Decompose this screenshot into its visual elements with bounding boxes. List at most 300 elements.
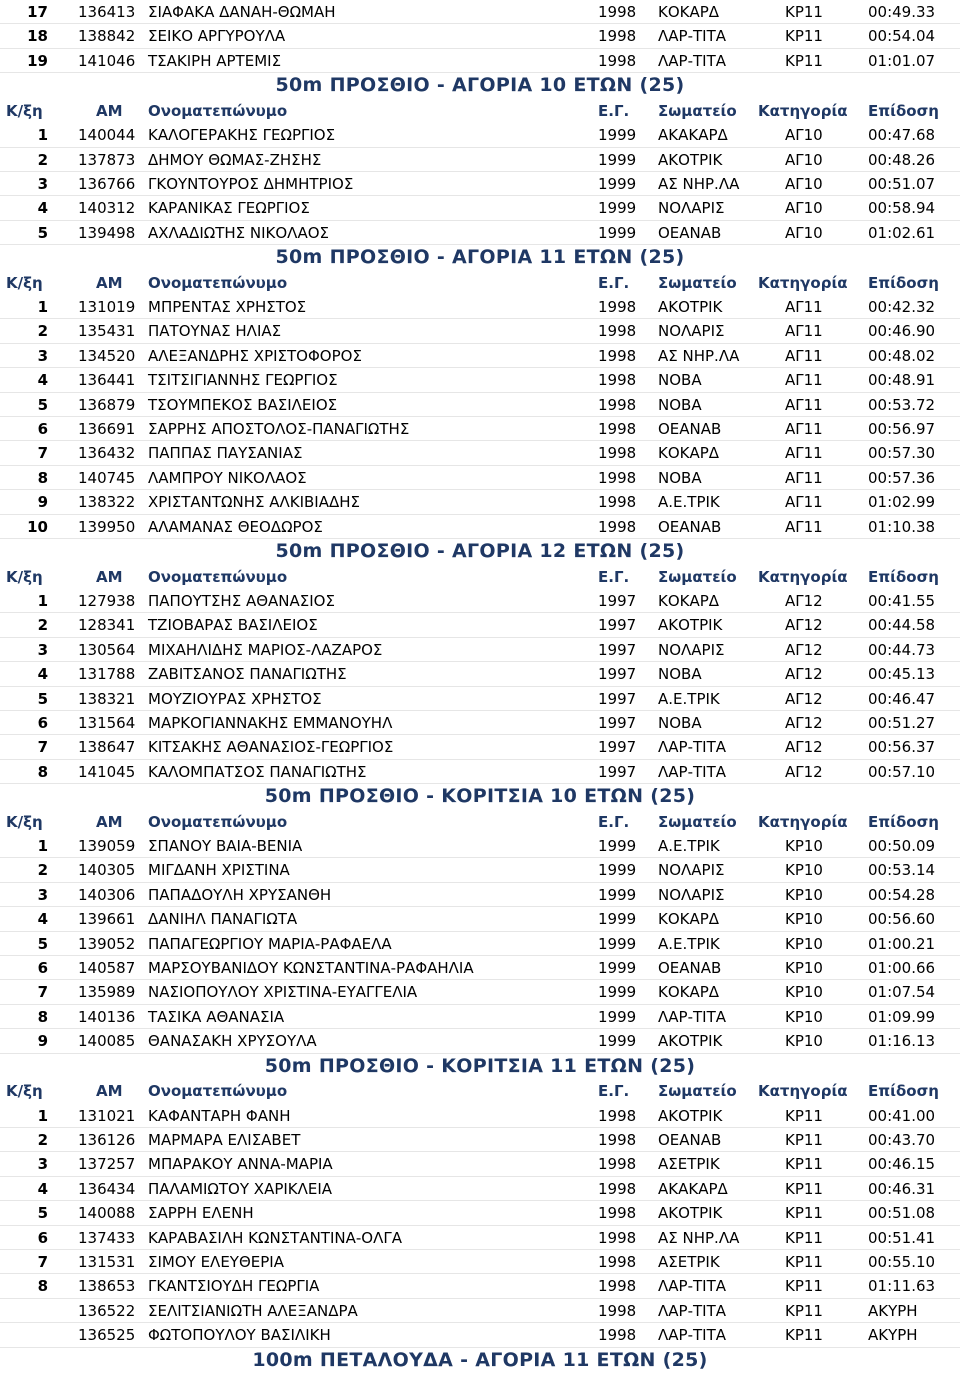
table-header-row [0, 565, 960, 589]
club-cell: ΛΑΡ-ΤΙΤΑ [658, 735, 726, 759]
result-row [0, 956, 960, 980]
rank-cell: 3 [0, 638, 48, 662]
athlete-name-cell: ΦΩΤΟΠΟΥΛΟΥ ΒΑΣΙΛΙΚΗ [148, 1323, 331, 1347]
result-row [0, 466, 960, 490]
category-cell: ΚΡ11 [785, 1299, 823, 1323]
rank-cell: 10 [0, 515, 48, 539]
performance-cell: 00:44.58 [868, 613, 935, 637]
header-am: ΑΜ [96, 1079, 123, 1103]
category-cell: ΚΡ10 [785, 1029, 823, 1053]
am-cell: 135431 [78, 319, 135, 343]
birth-year-cell: 1998 [598, 490, 636, 514]
category-cell: ΑΓ11 [785, 393, 823, 417]
birth-year-cell: 1997 [598, 687, 636, 711]
club-cell: ΑΚΟΤΡΙΚ [658, 295, 722, 319]
rank-cell: 1 [0, 295, 48, 319]
rank-cell: 2 [0, 858, 48, 882]
am-cell: 139052 [78, 932, 135, 956]
result-row [0, 1323, 960, 1347]
category-cell: ΑΓ12 [785, 687, 823, 711]
athlete-name-cell: ΠΑΤΟΥΝΑΣ ΗΛΙΑΣ [148, 319, 281, 343]
result-row [0, 148, 960, 172]
header-club: Σωματείο [658, 1079, 737, 1103]
club-cell: ΟΕΑΝΑΒ [658, 956, 721, 980]
performance-cell: 01:07.54 [868, 980, 935, 1004]
performance-cell: 00:42.32 [868, 295, 935, 319]
category-cell: ΚΡ10 [785, 932, 823, 956]
club-cell: ΚΟΚΑΡΔ [658, 907, 719, 931]
club-cell: ΝΟΒΑ [658, 662, 702, 686]
performance-cell: 01:11.63 [868, 1274, 935, 1298]
birth-year-cell: 1998 [598, 319, 636, 343]
rank-cell: 17 [0, 0, 48, 24]
rank-cell: 4 [0, 196, 48, 220]
header-am: ΑΜ [96, 99, 123, 123]
table-header-row [0, 810, 960, 834]
am-cell: 131564 [78, 711, 135, 735]
club-cell: ΑΣ ΝΗΡ.ΛΑ [658, 172, 739, 196]
category-cell: ΑΓ11 [785, 515, 823, 539]
rank-cell: 3 [0, 172, 48, 196]
category-cell: ΑΓ10 [785, 148, 823, 172]
rank-cell: 5 [0, 932, 48, 956]
performance-cell: 01:00.21 [868, 932, 935, 956]
performance-cell: 00:45.13 [868, 662, 935, 686]
birth-year-cell: 1997 [598, 589, 636, 613]
category-cell: ΚΡ11 [785, 1128, 823, 1152]
performance-cell: 00:46.31 [868, 1177, 935, 1201]
event-title [0, 1054, 960, 1080]
category-cell: ΑΓ12 [785, 760, 823, 784]
am-cell: 136691 [78, 417, 135, 441]
athlete-name-cell: ΑΛΕΞΑΝΔΡΗΣ ΧΡΙΣΤΟΦΟΡΟΣ [148, 344, 362, 368]
am-cell: 136879 [78, 393, 135, 417]
birth-year-cell: 1999 [598, 1005, 636, 1029]
performance-cell: 01:10.38 [868, 515, 935, 539]
result-row [0, 735, 960, 759]
result-row [0, 589, 960, 613]
performance-cell: 00:41.55 [868, 589, 935, 613]
athlete-name-cell: ΠΑΠΑΓΕΩΡΓΙΟΥ ΜΑΡΙΑ-ΡΑΦΑΕΛΑ [148, 932, 392, 956]
category-cell: ΚΡ10 [785, 980, 823, 1004]
am-cell: 140305 [78, 858, 135, 882]
am-cell: 136432 [78, 441, 135, 465]
header-performance: Επίδοση [868, 810, 939, 834]
club-cell: ΑΚΟΤΡΙΚ [658, 1029, 722, 1053]
rank-cell: 4 [0, 1177, 48, 1201]
header-rank: Κ/ξη [6, 810, 43, 834]
club-cell: ΝΟΒΑ [658, 466, 702, 490]
header-rank: Κ/ξη [6, 99, 43, 123]
am-cell: 140136 [78, 1005, 135, 1029]
result-row [0, 295, 960, 319]
result-row [0, 1201, 960, 1225]
performance-cell: 00:53.14 [868, 858, 935, 882]
athlete-name-cell: ΣΕΙΚΟ ΑΡΓΥΡΟΥΛΑ [148, 24, 285, 48]
birth-year-cell: 1998 [598, 24, 636, 48]
header-name: Ονοματεπώνυμο [148, 1079, 287, 1103]
birth-year-cell: 1999 [598, 907, 636, 931]
rank-cell: 18 [0, 24, 48, 48]
birth-year-cell: 1998 [598, 515, 636, 539]
header-club: Σωματείο [658, 810, 737, 834]
result-row [0, 638, 960, 662]
performance-cell: 00:53.72 [868, 393, 935, 417]
athlete-name-cell: ΚΙΤΣΑΚΗΣ ΑΘΑΝΑΣΙΟΣ-ΓΕΩΡΓΙΟΣ [148, 735, 393, 759]
performance-cell: 00:56.97 [868, 417, 935, 441]
event-title [0, 245, 960, 271]
birth-year-cell: 1999 [598, 1029, 636, 1053]
header-name: Ονοματεπώνυμο [148, 810, 287, 834]
result-row [0, 344, 960, 368]
am-cell: 131531 [78, 1250, 135, 1274]
category-cell: ΑΓ11 [785, 466, 823, 490]
category-cell: ΑΓ11 [785, 417, 823, 441]
rank-cell: 2 [0, 319, 48, 343]
athlete-name-cell: ΧΡΙΣΤΑΝΤΩΝΗΣ ΑΛΚΙΒΙΑΔΗΣ [148, 490, 360, 514]
athlete-name-cell: ΜΙΧΑΗΛΙΔΗΣ ΜΑΡΙΟΣ-ΛΑΖΑΡΟΣ [148, 638, 382, 662]
rank-cell: 1 [0, 123, 48, 147]
category-cell: ΚΡ10 [785, 858, 823, 882]
am-cell: 140088 [78, 1201, 135, 1225]
performance-cell: ΑΚΥΡΗ [868, 1323, 918, 1347]
performance-cell: 01:09.99 [868, 1005, 935, 1029]
athlete-name-cell: ΤΖΙΟΒΑΡΑΣ ΒΑΣΙΛΕΙΟΣ [148, 613, 318, 637]
birth-year-cell: 1998 [598, 1250, 636, 1274]
category-cell: ΚΡ10 [785, 834, 823, 858]
rank-cell: 7 [0, 735, 48, 759]
header-year: Ε.Γ. [598, 565, 629, 589]
rank-cell: 19 [0, 49, 48, 73]
category-cell: ΑΓ10 [785, 221, 823, 245]
athlete-name-cell: ΝΑΣΙΟΠΟΥΛΟΥ ΧΡΙΣΤΙΝΑ-ΕΥΑΓΓΕΛΙΑ [148, 980, 417, 1004]
rank-cell: 8 [0, 760, 48, 784]
athlete-name-cell: ΣΑΡΡΗΣ ΑΠΟΣΤΟΛΟΣ-ΠΑΝΑΓΙΩΤΗΣ [148, 417, 409, 441]
club-cell: ΚΟΚΑΡΔ [658, 980, 719, 1004]
club-cell: ΑΚΑΚΑΡΔ [658, 1177, 728, 1201]
header-am: ΑΜ [96, 271, 123, 295]
am-cell: 136522 [78, 1299, 135, 1323]
am-cell: 139950 [78, 515, 135, 539]
header-year: Ε.Γ. [598, 1079, 629, 1103]
rank-cell: 8 [0, 466, 48, 490]
rank-cell: 5 [0, 221, 48, 245]
club-cell: ΑΣΕΤΡΙΚ [658, 1250, 720, 1274]
birth-year-cell: 1999 [598, 956, 636, 980]
am-cell: 134520 [78, 344, 135, 368]
category-cell: ΚΡ11 [785, 24, 823, 48]
performance-cell: 00:48.91 [868, 368, 935, 392]
rank-cell: 3 [0, 344, 48, 368]
birth-year-cell: 1998 [598, 295, 636, 319]
performance-cell: 00:48.26 [868, 148, 935, 172]
header-category: Κατηγορία [758, 810, 848, 834]
am-cell: 140085 [78, 1029, 135, 1053]
header-rank: Κ/ξη [6, 565, 43, 589]
header-category: Κατηγορία [758, 1079, 848, 1103]
category-cell: ΑΓ12 [785, 662, 823, 686]
result-row [0, 1128, 960, 1152]
birth-year-cell: 1998 [598, 1323, 636, 1347]
rank-cell: 4 [0, 907, 48, 931]
club-cell: ΟΕΑΝΑΒ [658, 221, 721, 245]
rank-cell: 8 [0, 1005, 48, 1029]
result-row [0, 441, 960, 465]
performance-cell: 00:51.07 [868, 172, 935, 196]
header-name: Ονοματεπώνυμο [148, 565, 287, 589]
athlete-name-cell: ΛΑΜΠΡΟΥ ΝΙΚΟΛΑΟΣ [148, 466, 307, 490]
athlete-name-cell: ΓΚΑΝΤΣΙΟΥΔΗ ΓΕΩΡΓΙΑ [148, 1274, 319, 1298]
athlete-name-cell: ΣΠΑΝΟΥ ΒΑΙΑ-ΒΕΝΙΑ [148, 834, 302, 858]
rank-cell: 1 [0, 1104, 48, 1128]
result-row [0, 1005, 960, 1029]
athlete-name-cell: ΣΕΛΙΤΣΙΑΝΙΩΤΗ ΑΛΕΞΑΝΔΡΑ [148, 1299, 358, 1323]
table-header-row [0, 1079, 960, 1103]
performance-cell: 00:46.47 [868, 687, 935, 711]
rank-cell: 5 [0, 1201, 48, 1225]
result-row [0, 515, 960, 539]
event-title [0, 1348, 960, 1373]
rank-cell: 6 [0, 1226, 48, 1250]
club-cell: Α.Ε.ΤΡΙΚ [658, 932, 720, 956]
birth-year-cell: 1997 [598, 711, 636, 735]
athlete-name-cell: ΠΑΛΑΜΙΩΤΟΥ ΧΑΡΙΚΛΕΙΑ [148, 1177, 332, 1201]
club-cell: ΛΑΡ-ΤΙΤΑ [658, 1299, 726, 1323]
am-cell: 138647 [78, 735, 135, 759]
category-cell: ΑΓ12 [785, 638, 823, 662]
performance-cell: 01:16.13 [868, 1029, 935, 1053]
am-cell: 127938 [78, 589, 135, 613]
event-title-text: 50m ΠΡΟΣΘΙΟ - ΚΟΡΙΤΣΙΑ 11 ΕΤΩΝ (25) [265, 1055, 695, 1077]
result-row [0, 24, 960, 48]
category-cell: ΚΡ10 [785, 907, 823, 931]
performance-cell: 00:51.41 [868, 1226, 935, 1250]
athlete-name-cell: ΤΑΣΙΚΑ ΑΘΑΝΑΣΙΑ [148, 1005, 284, 1029]
athlete-name-cell: ΜΠΡΕΝΤΑΣ ΧΡΗΣΤΟΣ [148, 295, 306, 319]
result-row [0, 0, 960, 24]
result-row [0, 711, 960, 735]
am-cell: 140306 [78, 883, 135, 907]
rank-cell: 1 [0, 834, 48, 858]
rank-cell: 6 [0, 711, 48, 735]
club-cell: ΛΑΡ-ΤΙΤΑ [658, 760, 726, 784]
result-row [0, 662, 960, 686]
performance-cell: 00:58.94 [868, 196, 935, 220]
header-am: ΑΜ [96, 565, 123, 589]
am-cell: 136766 [78, 172, 135, 196]
athlete-name-cell: ΜΠΑΡΑΚΟΥ ΑΝΝΑ-ΜΑΡΙΑ [148, 1152, 333, 1176]
category-cell: ΚΡ11 [785, 1323, 823, 1347]
birth-year-cell: 1999 [598, 883, 636, 907]
birth-year-cell: 1998 [598, 441, 636, 465]
athlete-name-cell: ΠΑΠΑΔΟΥΛΗ ΧΡΥΣΑΝΘΗ [148, 883, 331, 907]
event-title-text: 50m ΠΡΟΣΘΙΟ - ΑΓΟΡΙΑ 11 ΕΤΩΝ (25) [276, 246, 685, 268]
athlete-name-cell: ΑΛΑΜΑΝΑΣ ΘΕΟΔΩΡΟΣ [148, 515, 323, 539]
header-category: Κατηγορία [758, 271, 848, 295]
rank-cell: 2 [0, 148, 48, 172]
birth-year-cell: 1998 [598, 417, 636, 441]
header-club: Σωματείο [658, 565, 737, 589]
rank-cell: 4 [0, 368, 48, 392]
result-row [0, 858, 960, 882]
category-cell: ΚΡ10 [785, 883, 823, 907]
club-cell: ΝΟΛΑΡΙΣ [658, 196, 725, 220]
club-cell: ΟΕΑΝΑΒ [658, 515, 721, 539]
header-name: Ονοματεπώνυμο [148, 99, 287, 123]
club-cell: ΚΟΚΑΡΔ [658, 441, 719, 465]
club-cell: ΝΟΛΑΡΙΣ [658, 638, 725, 662]
performance-cell: 00:46.15 [868, 1152, 935, 1176]
club-cell: ΑΚΟΤΡΙΚ [658, 1104, 722, 1128]
birth-year-cell: 1998 [598, 1299, 636, 1323]
club-cell: ΟΕΑΝΑΒ [658, 1128, 721, 1152]
header-year: Ε.Γ. [598, 810, 629, 834]
birth-year-cell: 1997 [598, 662, 636, 686]
performance-cell: 00:51.27 [868, 711, 935, 735]
category-cell: ΑΓ10 [785, 172, 823, 196]
performance-cell: 00:41.00 [868, 1104, 935, 1128]
athlete-name-cell: ΤΣΙΤΣΙΓΙΑΝΝΗΣ ΓΕΩΡΓΙΟΣ [148, 368, 338, 392]
club-cell: Α.Ε.ΤΡΙΚ [658, 687, 720, 711]
result-row [0, 760, 960, 784]
club-cell: ΝΟΒΑ [658, 393, 702, 417]
header-performance: Επίδοση [868, 99, 939, 123]
athlete-name-cell: ΜΑΡΚΟΓΙΑΝΝΑΚΗΣ ΕΜΜΑΝΟΥΗΛ [148, 711, 392, 735]
birth-year-cell: 1998 [598, 466, 636, 490]
result-row [0, 393, 960, 417]
rank-cell: 7 [0, 1250, 48, 1274]
club-cell: Α.Ε.ΤΡΙΚ [658, 834, 720, 858]
am-cell: 136413 [78, 0, 135, 24]
header-rank: Κ/ξη [6, 1079, 43, 1103]
result-row [0, 221, 960, 245]
birth-year-cell: 1999 [598, 172, 636, 196]
am-cell: 141046 [78, 49, 135, 73]
am-cell: 131019 [78, 295, 135, 319]
header-am: ΑΜ [96, 810, 123, 834]
am-cell: 140044 [78, 123, 135, 147]
club-cell: ΚΟΚΑΡΔ [658, 0, 719, 24]
birth-year-cell: 1999 [598, 221, 636, 245]
performance-cell: 00:55.10 [868, 1250, 935, 1274]
club-cell: ΛΑΡ-ΤΙΤΑ [658, 1274, 726, 1298]
header-club: Σωματείο [658, 99, 737, 123]
birth-year-cell: 1997 [598, 760, 636, 784]
performance-cell: 00:47.68 [868, 123, 935, 147]
athlete-name-cell: ΜΑΡΜΑΡΑ ΕΛΙΣΑΒΕΤ [148, 1128, 300, 1152]
athlete-name-cell: ΠΑΠΟΥΤΣΗΣ ΑΘΑΝΑΣΙΟΣ [148, 589, 335, 613]
birth-year-cell: 1997 [598, 613, 636, 637]
category-cell: ΑΓ12 [785, 735, 823, 759]
athlete-name-cell: ΚΑΛΟΓΕΡΑΚΗΣ ΓΕΩΡΓΙΟΣ [148, 123, 335, 147]
category-cell: ΑΓ10 [785, 196, 823, 220]
rank-cell: 6 [0, 956, 48, 980]
am-cell: 139498 [78, 221, 135, 245]
athlete-name-cell: ΣΙΜΟΥ ΕΛΕΥΘΕΡΙΑ [148, 1250, 284, 1274]
category-cell: ΚΡ11 [785, 1177, 823, 1201]
performance-cell: ΑΚΥΡΗ [868, 1299, 918, 1323]
club-cell: ΟΕΑΝΑΒ [658, 417, 721, 441]
club-cell: Α.Ε.ΤΡΙΚ [658, 490, 720, 514]
header-year: Ε.Γ. [598, 99, 629, 123]
category-cell: ΚΡ10 [785, 1005, 823, 1029]
am-cell: 136525 [78, 1323, 135, 1347]
category-cell: ΚΡ11 [785, 1201, 823, 1225]
birth-year-cell: 1998 [598, 49, 636, 73]
header-performance: Επίδοση [868, 1079, 939, 1103]
result-row [0, 687, 960, 711]
category-cell: ΑΓ11 [785, 368, 823, 392]
performance-cell: 00:51.08 [868, 1201, 935, 1225]
result-row [0, 172, 960, 196]
birth-year-cell: 1997 [598, 735, 636, 759]
category-cell: ΑΓ11 [785, 344, 823, 368]
category-cell: ΚΡ11 [785, 1226, 823, 1250]
am-cell: 139059 [78, 834, 135, 858]
category-cell: ΑΓ11 [785, 490, 823, 514]
performance-cell: 01:02.99 [868, 490, 935, 514]
birth-year-cell: 1998 [598, 1274, 636, 1298]
birth-year-cell: 1998 [598, 1128, 636, 1152]
category-cell: ΑΓ12 [785, 613, 823, 637]
athlete-name-cell: ΜΑΡΣΟΥΒΑΝΙΔΟΥ ΚΩΝΣΤΑΝΤΙΝΑ-ΡΑΦΑΗΛΙΑ [148, 956, 474, 980]
category-cell: ΚΡ11 [785, 49, 823, 73]
rank-cell: 6 [0, 417, 48, 441]
am-cell: 135989 [78, 980, 135, 1004]
header-name: Ονοματεπώνυμο [148, 271, 287, 295]
club-cell: ΑΣ ΝΗΡ.ΛΑ [658, 1226, 739, 1250]
rank-cell: 8 [0, 1274, 48, 1298]
performance-cell: 01:01.07 [868, 49, 935, 73]
event-title [0, 539, 960, 565]
birth-year-cell: 1998 [598, 1226, 636, 1250]
result-row [0, 1250, 960, 1274]
result-row [0, 883, 960, 907]
athlete-name-cell: ΜΙΓΔΑΝΗ ΧΡΙΣΤΙΝΑ [148, 858, 290, 882]
am-cell: 141045 [78, 760, 135, 784]
club-cell: ΛΑΡ-ΤΙΤΑ [658, 24, 726, 48]
am-cell: 128341 [78, 613, 135, 637]
performance-cell: 01:00.66 [868, 956, 935, 980]
athlete-name-cell: ΑΧΛΑΔΙΩΤΗΣ ΝΙΚΟΛΑΟΣ [148, 221, 329, 245]
am-cell: 137873 [78, 148, 135, 172]
performance-cell: 00:56.60 [868, 907, 935, 931]
athlete-name-cell: ΜΟΥΖΙΟΥΡΑΣ ΧΡΗΣΤΟΣ [148, 687, 322, 711]
am-cell: 131021 [78, 1104, 135, 1128]
birth-year-cell: 1999 [598, 932, 636, 956]
performance-cell: 00:57.30 [868, 441, 935, 465]
rank-cell: 7 [0, 441, 48, 465]
category-cell: ΑΓ12 [785, 711, 823, 735]
club-cell: ΝΟΒΑ [658, 368, 702, 392]
rank-cell: 2 [0, 1128, 48, 1152]
birth-year-cell: 1999 [598, 123, 636, 147]
performance-cell: 00:43.70 [868, 1128, 935, 1152]
athlete-name-cell: ΘΑΝΑΣΑΚΗ ΧΡΥΣΟΥΛΑ [148, 1029, 317, 1053]
athlete-name-cell: ΠΑΠΠΑΣ ΠΑΥΣΑΝΙΑΣ [148, 441, 302, 465]
result-row [0, 1226, 960, 1250]
rank-cell: 2 [0, 613, 48, 637]
athlete-name-cell: ΤΣΟΥΜΠΕΚΟΣ ΒΑΣΙΛΕΙΟΣ [148, 393, 337, 417]
event-title-text: 50m ΠΡΟΣΘΙΟ - ΑΓΟΡΙΑ 12 ΕΤΩΝ (25) [276, 540, 685, 562]
club-cell: ΝΟΛΑΡΙΣ [658, 319, 725, 343]
athlete-name-cell: ΣΑΡΡΗ ΕΛΕΝΗ [148, 1201, 254, 1225]
result-row [0, 1274, 960, 1298]
result-row [0, 834, 960, 858]
rank-cell: 5 [0, 687, 48, 711]
performance-cell: 00:49.33 [868, 0, 935, 24]
am-cell: 137257 [78, 1152, 135, 1176]
